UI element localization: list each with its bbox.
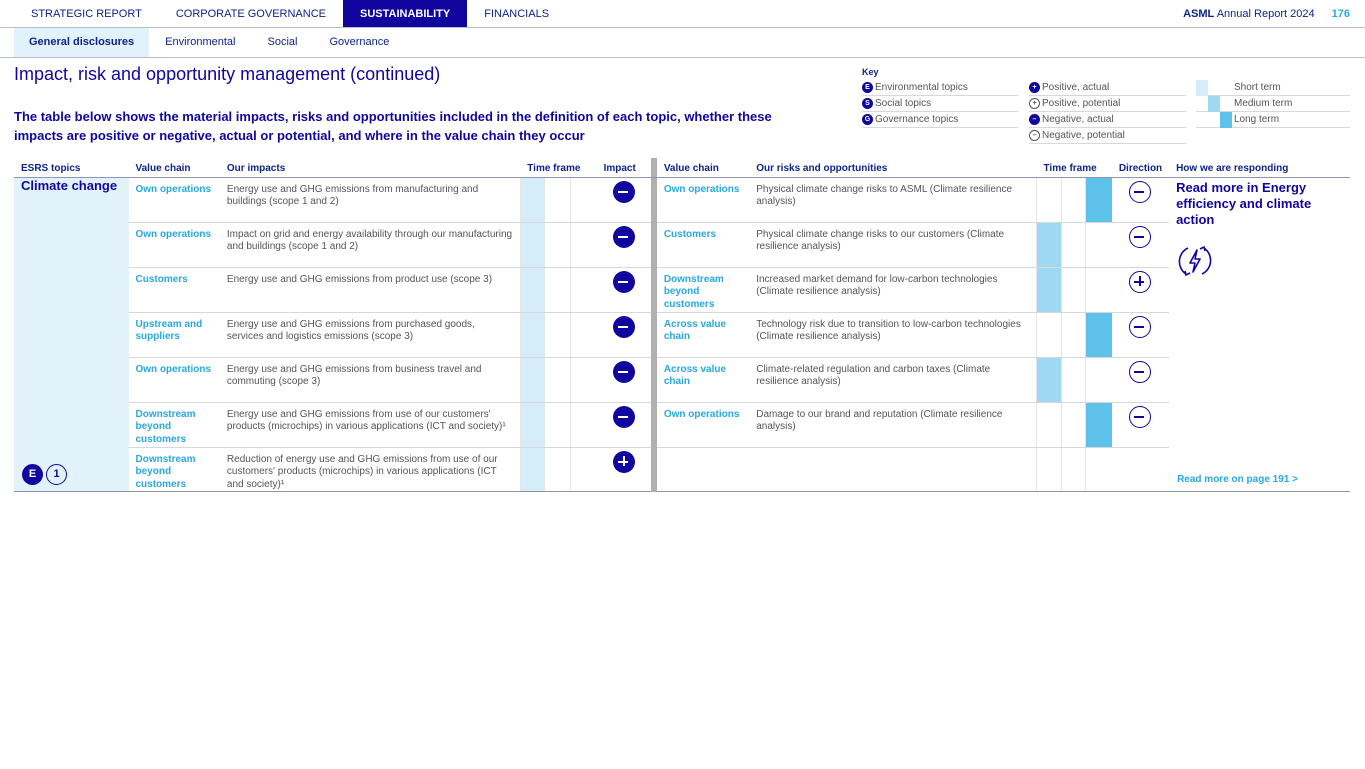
header-our-impacts: Our impacts <box>220 158 520 177</box>
social-icon: S <box>862 98 873 109</box>
key-long-term: Long term <box>1196 112 1350 128</box>
negative-potential-icon <box>1129 361 1151 383</box>
minus-solid-icon: – <box>1029 114 1040 125</box>
key-negative-actual: – Negative, actual <box>1029 112 1186 128</box>
negative-potential-icon <box>1129 316 1151 338</box>
negative-actual-icon <box>613 316 635 338</box>
key-medium-term: Medium term <box>1196 96 1350 112</box>
negative-actual-icon <box>613 361 635 383</box>
key-environmental: E Environmental topics <box>862 80 1018 96</box>
minus-outline-icon: – <box>1029 130 1040 141</box>
legend-key <box>862 67 1350 141</box>
sub-navigation <box>0 28 1365 58</box>
page-number: 176 <box>1331 8 1350 20</box>
header-esrs-topics: ESRS topics <box>14 158 129 177</box>
negative-actual-icon <box>613 406 635 428</box>
environmental-icon: E <box>862 82 873 93</box>
topic-badges <box>22 464 67 485</box>
table-row: Downstream beyond customers Energy use and GHG emissions from use of our customers' products (microchips) in various applications (ICT and society)¹ Own operations Damage to our brand and reputation (Climate resilience analysis) <box>14 402 1350 447</box>
response-cell <box>1169 177 1350 492</box>
key-title: Key <box>862 67 879 77</box>
key-short-term: Short term <box>1196 80 1350 96</box>
plus-solid-icon: + <box>1029 82 1040 93</box>
intro-text: The table below shows the material impacts, risks and opportunities included in the definition of each topic, whether these impacts are positive or negative, actual or potential, and where in the value chain they occur <box>14 109 772 143</box>
topic-cell <box>14 177 129 492</box>
key-social: S Social topics <box>862 96 1018 112</box>
table-row: Own operations Impact on grid and energy availability through our manufacturing and buildings (scope 1 and 2) Customers Physical climate change risks to our customers (Climate resilience analysis) <box>14 222 1350 267</box>
header-risk-time-frame: Time frame <box>1037 158 1112 177</box>
header-impact: Impact <box>597 158 651 177</box>
report-header <box>1183 0 1365 27</box>
risk-value-chain: Own operations <box>657 177 749 222</box>
key-governance: G Governance topics <box>862 112 1018 128</box>
tab-environmental[interactable]: Environmental <box>165 36 236 48</box>
tab-social[interactable]: Social <box>267 36 298 48</box>
header-risk-value-chain: Value chain <box>657 158 749 177</box>
iro-table <box>14 158 1350 492</box>
tab-governance[interactable]: Governance <box>329 36 390 48</box>
negative-potential-icon <box>1129 181 1151 203</box>
response-title-link[interactable]: Read more in Energy efficiency and climate action <box>1176 179 1312 227</box>
brand-name: ASML <box>1183 8 1215 20</box>
nav-financials[interactable]: FINANCIALS <box>484 8 550 20</box>
key-positive-potential: + Positive, potential <box>1029 96 1186 112</box>
header-direction: Direction <box>1112 158 1169 177</box>
risk-description: Physical climate change risks to ASML (Climate resilience analysis) <box>749 177 1036 222</box>
header-time-frame: Time frame <box>520 158 596 177</box>
key-positive-actual: + Positive, actual <box>1029 80 1186 96</box>
positive-actual-icon <box>613 451 635 473</box>
tab-general-disclosures[interactable]: General disclosures <box>14 28 149 57</box>
negative-actual-icon <box>613 226 635 248</box>
read-more-link[interactable]: Read more on page 191 > <box>1177 474 1298 485</box>
table-row: Customers Energy use and GHG emissions from product use (scope 3) Downstream beyond customers Increased market demand for low-carbon technologies (Climate resilience analysis) <box>14 267 1350 312</box>
nav-sustainability[interactable]: SUSTAINABILITY <box>343 0 467 27</box>
table-header <box>14 158 1350 177</box>
top-navigation <box>0 0 1365 28</box>
environmental-badge: E <box>22 464 43 485</box>
table-row: Upstream and suppliers Energy use and GHG emissions from purchased goods, services and logistics emissions (scope 3) Across value chain Technology risk due to transition to low-carbon technologies (Climate resilience analysis) <box>14 312 1350 357</box>
table-row: Downstream beyond customers Reduction of energy use and GHG emissions from use of our customers' products (microchips) in various applications (ICT and society)¹ <box>14 447 1350 492</box>
header-response: How we are responding <box>1169 158 1350 177</box>
topic-label: Climate change <box>21 177 118 193</box>
table-row <box>14 177 1350 222</box>
negative-potential-icon <box>1129 406 1151 428</box>
report-name: Annual Report 2024 <box>1216 8 1315 20</box>
nav-strategic-report[interactable]: STRATEGIC REPORT <box>31 8 142 20</box>
energy-bolt-icon <box>1176 242 1214 280</box>
table-row: Own operations Energy use and GHG emissions from business travel and commuting (scope 3) Across value chain Climate-related regulation and carbon taxes (Climate resilience analysis) <box>14 357 1350 402</box>
positive-potential-icon <box>1129 271 1151 293</box>
key-negative-potential: – Negative, potential <box>1029 128 1186 144</box>
governance-icon: G <box>862 114 873 125</box>
negative-actual-icon <box>613 181 635 203</box>
header-risks-opportunities: Our risks and opportunities <box>749 158 1036 177</box>
page-title: Impact, risk and opportunity management (continued) <box>14 64 441 84</box>
impact-value-chain: Own operations <box>129 177 220 222</box>
topic-number-badge: 1 <box>46 464 67 485</box>
negative-potential-icon <box>1129 226 1151 248</box>
header-value-chain: Value chain <box>129 158 220 177</box>
negative-actual-icon <box>613 271 635 293</box>
impact-description: Energy use and GHG emissions from manufacturing and buildings (scope 1 and 2) <box>220 177 520 222</box>
plus-outline-icon: + <box>1029 98 1040 109</box>
nav-corporate-governance[interactable]: CORPORATE GOVERNANCE <box>175 8 326 20</box>
